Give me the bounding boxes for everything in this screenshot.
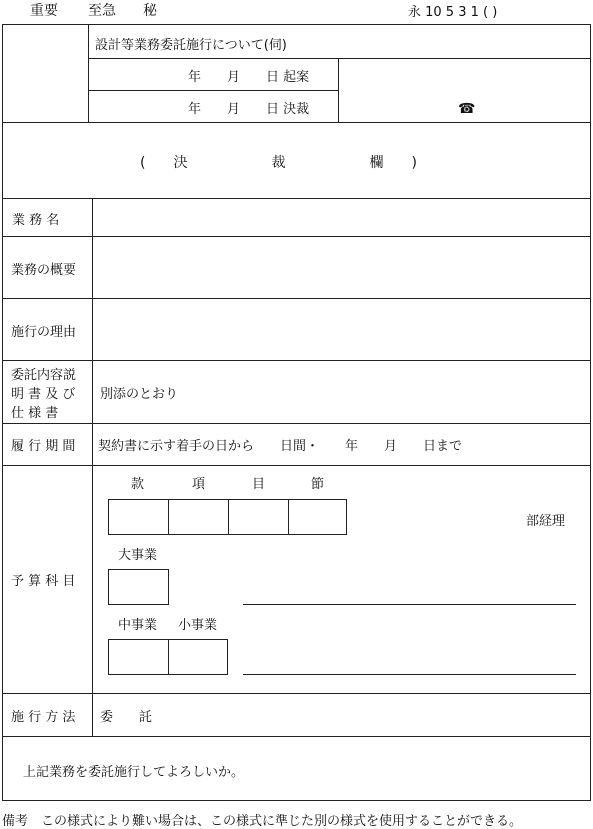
budget-box-kan[interactable] <box>108 499 169 535</box>
small-project-box[interactable] <box>168 639 228 675</box>
small-project-label: 小事業 <box>178 618 218 633</box>
importance-mark-urgent: 至急 <box>88 3 116 19</box>
business-name-label: 業 務 名 <box>12 213 60 228</box>
method-label: 施 行 方 法 <box>11 710 76 725</box>
budget-header-moku: 目 <box>252 477 266 492</box>
small-project-line <box>243 674 576 675</box>
business-summary-label: 業務の概要 <box>11 263 77 278</box>
reason-label: 施行の理由 <box>11 325 77 340</box>
period-label: 履 行 期 間 <box>11 439 76 454</box>
contract-docs-label-line3: 仕 様 書 <box>11 406 59 421</box>
importance-mark-important: 重要 <box>30 3 58 19</box>
big-project-label: 大事業 <box>118 548 158 563</box>
big-project-line <box>243 604 576 605</box>
telephone-icon: ☎ <box>458 101 476 117</box>
retention-code: 永 10 5 3 1 ( ) <box>408 5 498 20</box>
budget-label: 予 算 科 目 <box>11 574 76 589</box>
budget-header-setsu: 節 <box>311 477 325 492</box>
decision-date-label: 年 月 日 決裁 <box>188 102 310 117</box>
draft-date-label: 年 月 日 起案 <box>188 70 310 85</box>
manager-label: 部経理 <box>526 514 566 529</box>
budget-header-kou: 項 <box>192 477 206 492</box>
budget-box-moku[interactable] <box>228 499 289 535</box>
contract-docs-label-line2: 明 書 及 び <box>11 387 76 402</box>
form-frame <box>2 24 591 801</box>
request-text: 上記業務を委託施行してよろしいか。 <box>23 765 245 780</box>
form-title: 設計等業務委託施行について(伺) <box>95 38 287 53</box>
budget-header-kan: 款 <box>131 477 145 492</box>
budget-box-kou[interactable] <box>168 499 229 535</box>
contract-docs-value: 別添のとおり <box>100 387 179 402</box>
mid-project-label: 中事業 <box>118 618 158 633</box>
contract-docs-label-line1: 委託内容説 <box>11 368 77 383</box>
period-value: 契約書に示す着手の日から 日間・ 年 月 日まで <box>98 439 463 454</box>
method-value: 委 託 <box>100 710 153 725</box>
mid-project-box[interactable] <box>108 639 169 675</box>
budget-box-setsu[interactable] <box>288 499 347 535</box>
importance-mark-secret: 秘 <box>143 3 157 19</box>
decision-column-label: ( 決 裁 欄 ) <box>140 155 417 171</box>
footnote: 備考 この様式により難い場合は、この様式に準じた別の様式を使用することができる。 <box>2 814 523 829</box>
big-project-box[interactable] <box>108 569 169 605</box>
